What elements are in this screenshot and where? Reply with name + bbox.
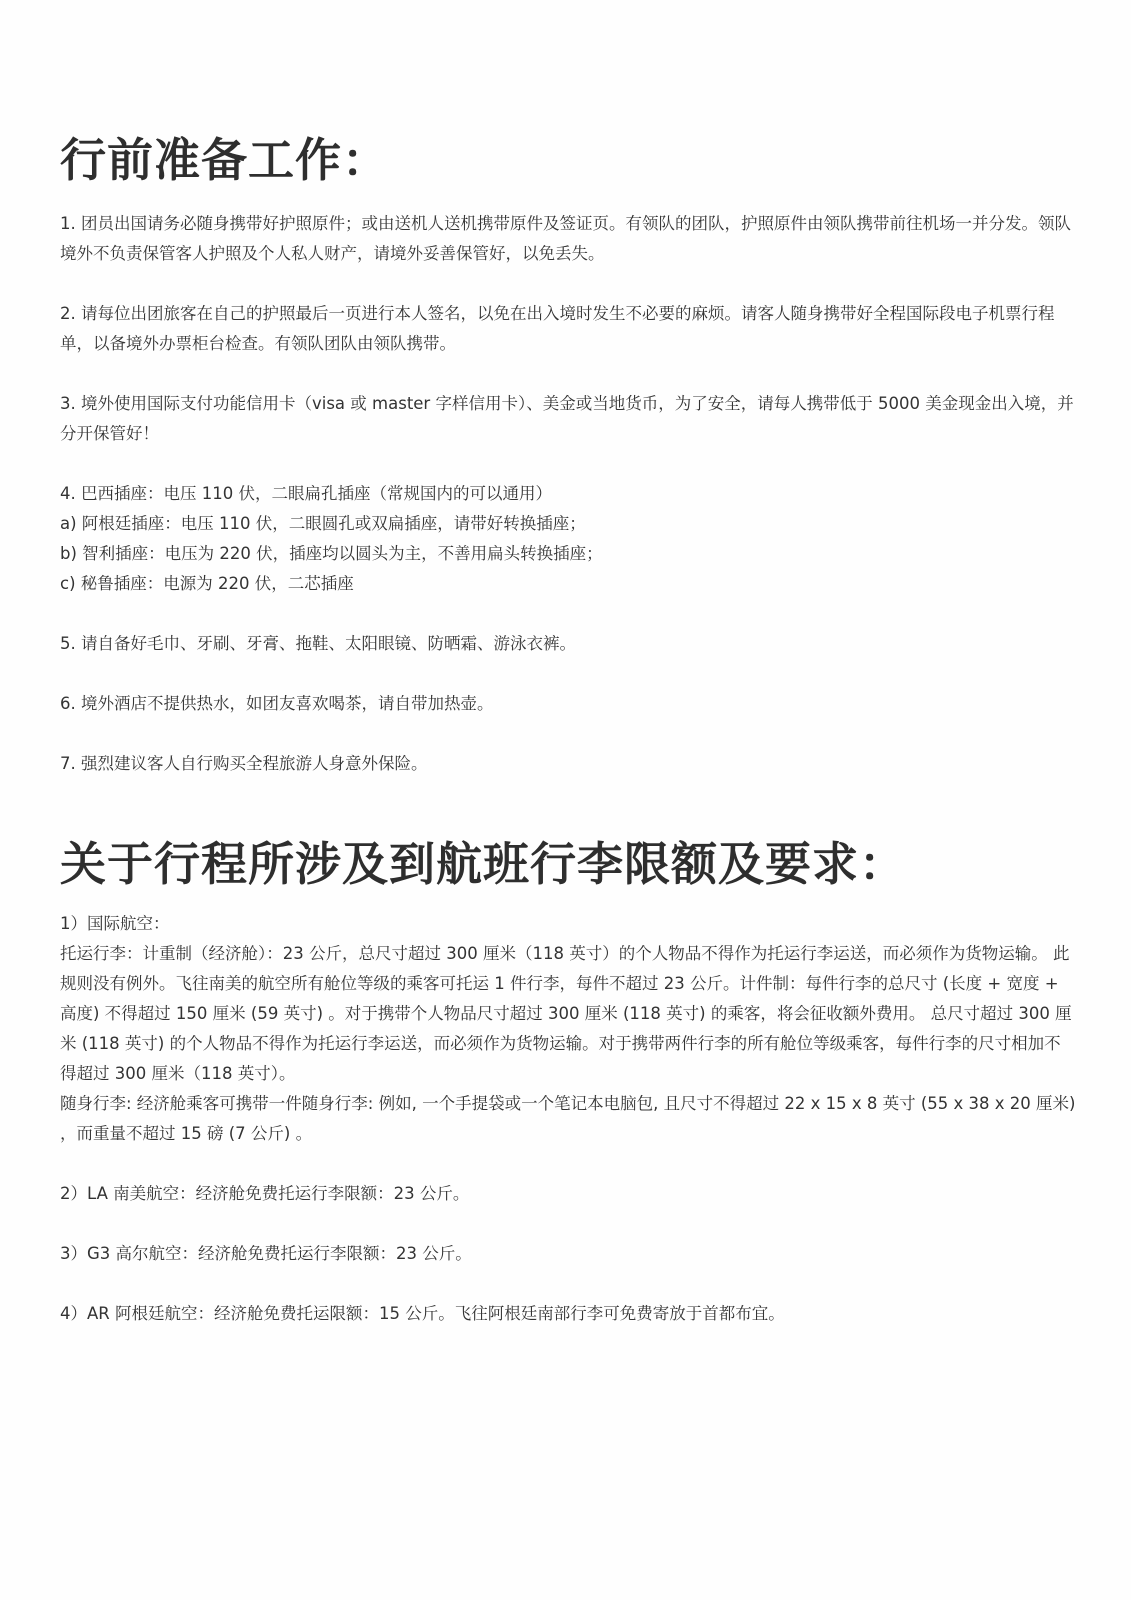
paragraph: 1）国际航空： — [60, 914, 170, 933]
paragraph: b) 智利插座：电压为 220 伏，插座均以圆头为主，不善用扁头转换插座； — [60, 544, 603, 563]
list-item — [60, 909, 1076, 1149]
list-item — [60, 1179, 1076, 1209]
paragraph: 3. 境外使用国际支付功能信用卡（visa 或 master 字样信用卡）、美金或当地货币，为了安全，请每人携带低于 5000 美金现金出入境，并分开保管好！ — [60, 394, 1074, 443]
baggage-allowance-section — [60, 833, 1076, 1329]
paragraph: 7. 强烈建议客人自行购买全程旅游人身意外保险。 — [60, 754, 428, 773]
list-item — [60, 389, 1076, 449]
paragraph: 4. 巴西插座：电压 110 伏，二眼扁孔插座（常规国内的可以通用） — [60, 484, 552, 503]
paragraph: c) 秘鲁插座：电源为 220 伏，二芯插座 — [60, 574, 354, 593]
list-item — [60, 1299, 1076, 1329]
paragraph: 随身行李: 经济舱乘客可携带一件随身行李: 例如, 一个手提袋或一个笔记本电脑包, 且尺寸不得超过 22 x 15 x 8 英寸 (55 x 38 x 20 厘米) ，而重量不超过 15 磅 (7 公斤) 。 — [60, 1094, 1076, 1143]
paragraph: 4）AR 阿根廷航空：经济舱免费托运限额：15 公斤。飞往阿根廷南部行李可免费寄放于首都布宜。 — [60, 1304, 785, 1323]
section-heading: 关于行程所涉及到航班行李限额及要求： — [60, 837, 906, 891]
paragraph: 托运行李：计重制（经济舱）：23 公斤，总尺寸超过 300 厘米（118 英寸）的个人物品不得作为托运行李运送，而必须作为货物运输。 此规则没有例外。飞往南美的航空所有舱位等级的乘客可托运 1 件行李，每件不超过 23 公斤。计件制：每件行李的总尺寸 (长度 + 宽度 + 高度) 不得超过 150 厘米 (59 英寸) 。对于携带个人物品尺寸超过 300 厘米 (118 英寸) 的乘客，将会征收额外费用。 总尺寸超过 300 厘米 (118 英寸) 的个人物品不得作为托运行李运送，而必须作为货物运输。对于携带两件行李的所有舱位等级乘客，每件行李的尺寸相加不得超过 300 厘米（118 英寸）。 — [60, 944, 1072, 1083]
paragraph: a) 阿根廷插座：电压 110 伏，二眼圆孔或双扁插座，请带好转换插座； — [60, 514, 586, 533]
list-item — [60, 1239, 1076, 1269]
list-item — [60, 299, 1076, 359]
paragraph: 5. 请自备好毛巾、牙刷、牙膏、拖鞋、太阳眼镜、防晒霜、游泳衣裤。 — [60, 634, 576, 653]
paragraph: 2. 请每位出团旅客在自己的护照最后一页进行本人签名，以免在出入境时发生不必要的麻烦。请客人随身携带好全程国际段电子机票行程单，以备境外办票柜台检查。有领队团队由领队携带。 — [60, 304, 1055, 353]
list-item — [60, 209, 1076, 269]
list-item — [60, 629, 1076, 659]
list-item — [60, 479, 1076, 599]
list-item — [60, 689, 1076, 719]
list-item — [60, 749, 1076, 779]
pre-trip-preparation-section — [60, 129, 1076, 779]
section-heading: 行前准备工作： — [60, 133, 389, 187]
paragraph: 3）G3 高尔航空：经济舱免费托运行李限额：23 公斤。 — [60, 1244, 472, 1263]
paragraph: 2）LA 南美航空：经济舱免费托运行李限额：23 公斤。 — [60, 1184, 470, 1203]
paragraph: 1. 团员出国请务必随身携带好护照原件；或由送机人送机携带原件及签证页。有领队的团队，护照原件由领队携带前往机场一并分发。领队境外不负责保管客人护照及个人私人财产，请境外妥善保管好，以免丢失。 — [60, 214, 1071, 263]
paragraph: 6. 境外酒店不提供热水，如团友喜欢喝茶，请自带加热壶。 — [60, 694, 494, 713]
